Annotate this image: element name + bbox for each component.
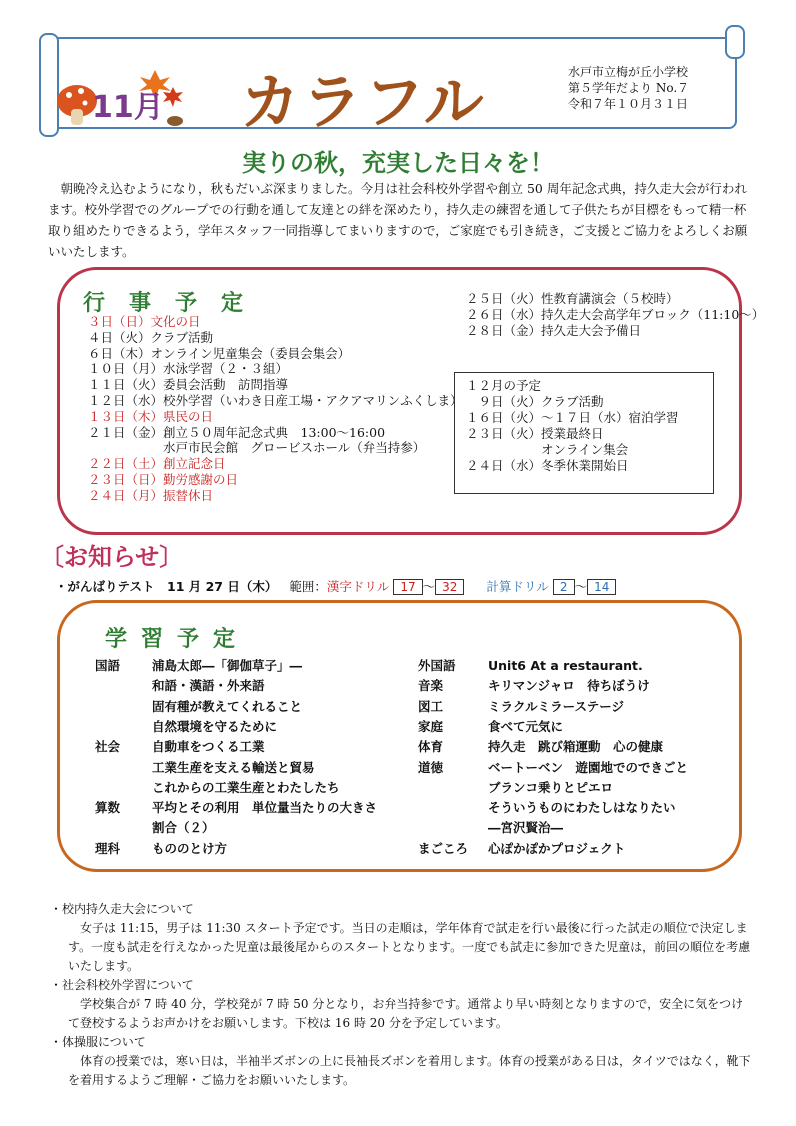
study-content: 固有種が教えてくれること xyxy=(152,698,303,714)
event-item: ２８日（金）持久走大会予備日 xyxy=(466,323,642,338)
study-content: 平均とその利用 単位量当たりの大きさ xyxy=(152,800,378,816)
event-item: ２３日（日）勤労感謝の日 xyxy=(88,472,239,487)
study-content: ベートーベン 遊園地でのできごと xyxy=(488,759,689,775)
study-subject: まごころ xyxy=(418,840,469,856)
study-content: ミラクルミラーステージ xyxy=(488,698,625,714)
event-item: ２２日（土）創立記念日 xyxy=(88,456,226,472)
study-content: 持久走 跳び箱運動 心の健康 xyxy=(488,739,664,755)
keisan-to: 14 xyxy=(587,579,616,595)
december-item: ２３日（火）授業最終日 xyxy=(466,426,604,441)
december-title: １２月の予定 xyxy=(466,378,542,393)
study-content: 和語・漢語・外来語 xyxy=(152,678,265,694)
study-subject: 道徳 xyxy=(418,759,444,775)
study-content: もののとけ方 xyxy=(152,840,228,856)
kanji-label: 漢字ドリル xyxy=(326,579,390,594)
month-label: 11月 xyxy=(92,90,164,125)
scroll-curl-right xyxy=(725,25,745,59)
event-item: ６日（木）オンライン児童集会（委員会集会） xyxy=(88,345,351,361)
study-subject: 家庭 xyxy=(418,718,444,734)
event-item: １２日（水）校外学習（いわき日産工場・アクアマリンふくしま） xyxy=(88,393,463,408)
keisan-from: 2 xyxy=(553,579,575,595)
event-item: １３日（木）県民の日 xyxy=(88,408,214,424)
december-item: １６日（火）〜１７日（水）宿泊学習 xyxy=(466,410,679,425)
events-title: 行事予定 xyxy=(83,291,268,316)
notes-section xyxy=(50,900,755,1090)
study-subject: 音楽 xyxy=(418,678,444,694)
study-content: 食べて元気に xyxy=(488,718,564,734)
study-subject: 外国語 xyxy=(418,658,456,673)
tilde: 〜 xyxy=(574,579,588,594)
school-name: 水戸市立梅が丘小学校 xyxy=(568,65,689,79)
test-announcement xyxy=(55,577,616,595)
study-content: 割合（２） xyxy=(152,820,215,836)
event-item: １０日（月）水泳学習（２・３組） xyxy=(88,361,289,377)
range-label: 範囲： xyxy=(289,579,327,594)
study-content: キリマンジャロ 待ちぼうけ xyxy=(488,678,650,694)
issue-date: 令和７年１０月３１日 xyxy=(568,97,689,111)
event-item: ２５日（火）性教育講演会（５校時） xyxy=(466,291,679,306)
study-subject: 体育 xyxy=(418,739,444,755)
study-subject: 理科 xyxy=(95,840,121,856)
event-item: ２６日（水）持久走大会高学年ブロック（11:10〜） xyxy=(466,307,765,322)
kanji-to: 32 xyxy=(435,579,464,595)
december-item: ２４日（水）冬季休業開始日 xyxy=(466,458,629,473)
event-item: ２１日（金）創立５０周年記念式典 13:00〜16:00 xyxy=(88,424,386,440)
study-content: 工業生産を支える輸送と貿易 xyxy=(152,759,315,775)
headline: 実りの秋，充実した日々を！ xyxy=(242,149,554,177)
study-content: ブランコ乗りとピエロ xyxy=(488,779,614,795)
study-subject: 図工 xyxy=(418,698,444,714)
december-item: オンライン集会 xyxy=(466,442,629,457)
keisan-label: 計算ドリル xyxy=(486,579,549,594)
test-label: ・がんばりテスト 11 月 27 日（木） xyxy=(55,579,278,594)
event-item: ４日（火）クラブ活動 xyxy=(88,329,214,345)
newsletter-title: カラフル xyxy=(240,68,486,138)
study-subject: 社会 xyxy=(95,739,121,755)
kanji-from: 17 xyxy=(393,579,422,595)
study-content: 浦島太郎―「御伽草子」― xyxy=(152,658,303,673)
study-content: そういうものにわたしはなりたい xyxy=(488,800,676,816)
study-content: これからの工業生産とわたしたち xyxy=(152,779,340,795)
event-item: ２４日（月）振替休日 xyxy=(88,487,214,503)
study-content: ―宮沢賢治― xyxy=(488,820,564,836)
note-body: 体育の授業では，寒い日は，半袖半ズボンの上に長袖長ズボンを着用します。体育の授業がある日は，タイツではなく，靴下を着用するようご理解・ご協力をお願いいたします。 xyxy=(68,1054,751,1087)
december-item: ９日（火）クラブ活動 xyxy=(466,394,604,409)
study-subject: 国語 xyxy=(95,658,121,673)
study-content: Unit6 At a restaurant. xyxy=(488,658,643,673)
event-item: 水戸市民会館 グロービスホール（弁当持参） xyxy=(88,440,426,456)
tilde: 〜 xyxy=(422,579,436,594)
note-body: 学校集合が 7 時 40 分，学校発が 7 時 50 分となり，お弁当持参です。通常より早い時刻となりますので，安全に気をつけて登校するようお声かけをお願いします。下校は 16 時 20 分を予定しています。 xyxy=(68,997,744,1030)
notice-title: 〔お知らせ〕 xyxy=(40,543,184,571)
intro-paragraph: 朝晩冷え込むようになり，秋もだいぶ深まりました。今月は社会科校外学習や創立 50 周年記念式典，持久走大会が行われます。校外学習でのグループでの行動を通して友達との絆を深めたり，持久走の練習を通して子供たちが目標をもって精一杯取り組めたりできるよう，学年スタッフ一同指導してまいりますので，ご家庭でも引き続き，ご支援とご協力をよろしくお願いいたします。 xyxy=(48,181,748,259)
issue-number: 第５学年だより No.７ xyxy=(568,81,690,95)
study-content: 自動車をつくる工業 xyxy=(152,739,265,755)
event-item: ３日（日）文化の日 xyxy=(88,314,201,329)
note-heading: ・校内持久走大会について xyxy=(50,902,194,916)
note-body: 女子は 11:15，男子は 11:30 スタート予定です。当日の走順は，学年体育で試走を行い最後に行った試走の順位で決定します。一度も試走を行えなかった児童は最後尾からのスタートとなります。一度でも試走に参加できた児童は，前回の順位を考慮いたします。 xyxy=(68,921,751,973)
note-heading: ・社会科校外学習について xyxy=(50,978,194,992)
note-heading: ・体操服について xyxy=(50,1035,146,1049)
study-subject: 算数 xyxy=(95,800,121,816)
event-item: １１日（火）委員会活動 訪問指導 xyxy=(88,377,289,393)
study-content: 自然環境を守るために xyxy=(152,718,278,734)
study-title: 学習予定 xyxy=(105,627,250,652)
study-content: 心ぽかぽかプロジェクト xyxy=(488,840,626,856)
publication-info xyxy=(568,64,689,112)
